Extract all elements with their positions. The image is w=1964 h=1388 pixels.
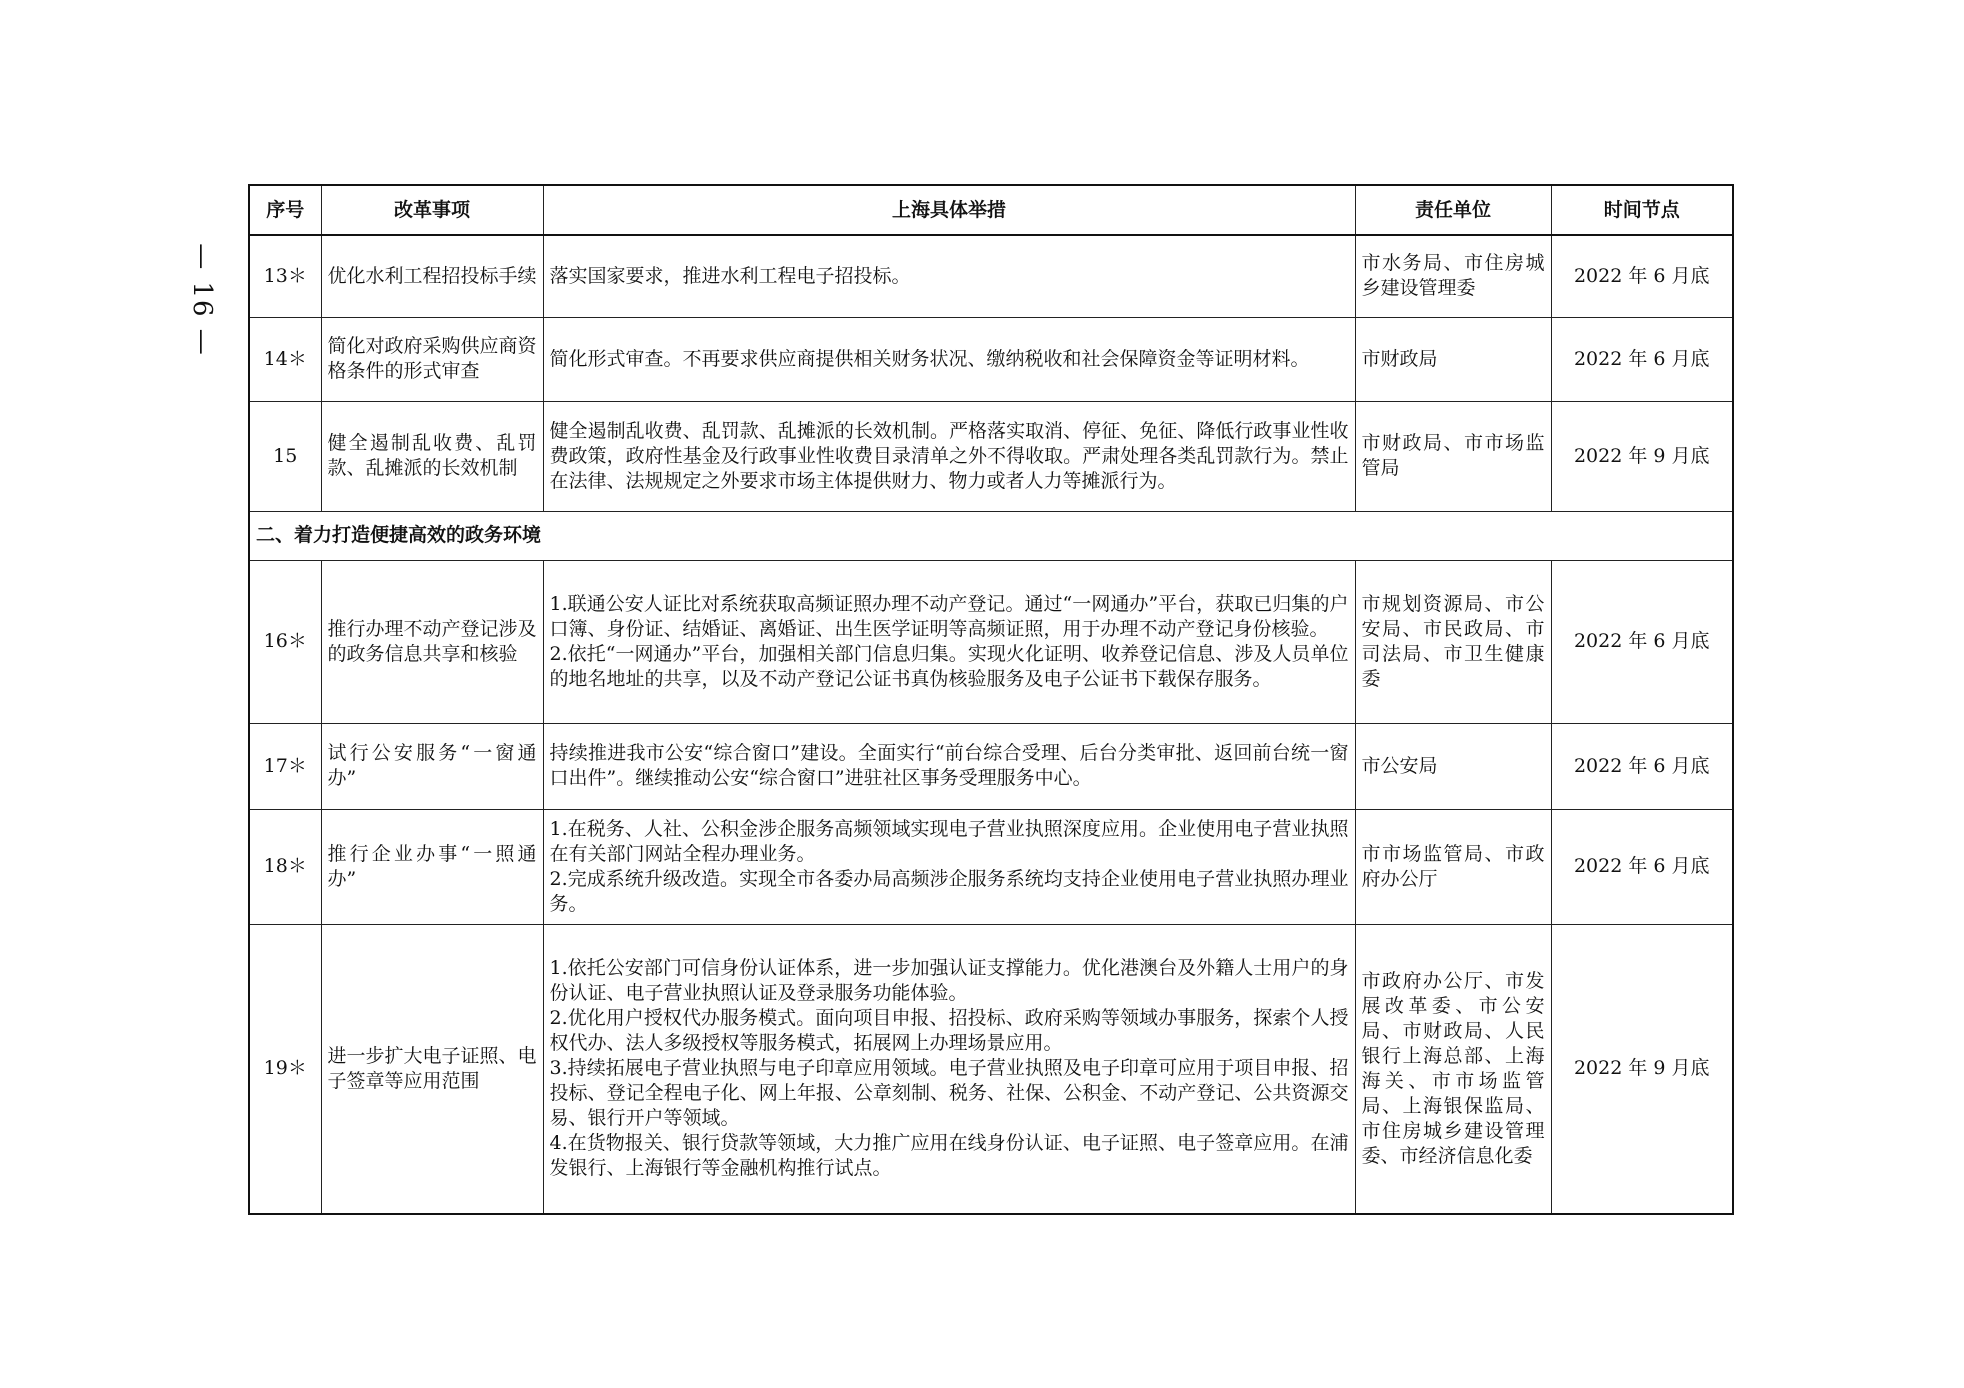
table-header-row [249,185,1733,235]
row-number: 18＊ [249,809,321,924]
deadline: 2022 年 9 月底 [1551,401,1733,511]
measures-cell [543,317,1355,401]
row-number: 15 [249,401,321,511]
deadline: 2022 年 6 月底 [1551,809,1733,924]
row-number: 13＊ [249,235,321,317]
table-row [249,809,1733,924]
responsible-unit: 市市场监管局、市政府办公厅 [1355,809,1551,924]
responsible-unit: 市水务局、市住房城乡建设管理委 [1355,235,1551,317]
table-body-b [249,560,1733,1214]
measure-paragraph: 2.优化用户授权代办服务模式。面向项目申报、招投标、政府采购等领域办事服务，探索个人授权代办、法人多级授权等服务模式，拓展网上办理场景应用。 [549,1007,1349,1055]
measures-cell [543,723,1355,809]
table-row [249,924,1733,1214]
page-number: — 16 — [187,243,217,357]
header-unit: 责任单位 [1355,185,1551,235]
section-row [249,511,1733,560]
row-number: 17＊ [249,723,321,809]
reform-item: 推行办理不动产登记涉及的政务信息共享和核验 [321,560,543,723]
table-row [249,723,1733,809]
responsible-unit: 市规划资源局、市公安局、市民政局、市司法局、市卫生健康委 [1355,560,1551,723]
reform-item: 优化水利工程招投标手续 [321,235,543,317]
section-title: 二、着力打造便捷高效的政务环境 [249,511,1733,560]
table-row [249,235,1733,317]
measure-paragraph: 2.完成系统升级改造。实现全市各委办局高频涉企服务系统均支持企业使用电子营业执照办理业务。 [549,867,1349,915]
measure-paragraph: 落实国家要求，推进水利工程电子招投标。 [549,264,911,287]
measure-paragraph: 1.依托公安部门可信身份认证体系，进一步加强认证支撑能力。优化港澳台及外籍人士用户的身份认证、电子营业执照认证及登录服务功能体验。 [549,957,1349,1005]
responsible-unit: 市财政局 [1355,317,1551,401]
measures-cell [543,560,1355,723]
header-item: 改革事项 [321,185,543,235]
measure-paragraph: 2.依托“一网通办”平台，加强相关部门信息归集。实现火化证明、收养登记信息、涉及人员单位的地名地址的共享，以及不动产登记公证书真伪核验服务及电子公证书下载保存服务。 [549,642,1349,690]
row-number: 19＊ [249,924,321,1214]
measure-paragraph: 持续推进我市公安“综合窗口”建设。全面实行“前台综合受理、后台分类审批、返回前台统一窗口出件”。继续推动公安“综合窗口”进驻社区事务受理服务中心。 [549,742,1349,789]
table-row [249,560,1733,723]
reform-table [248,184,1734,1215]
measures-cell [543,924,1355,1214]
reform-item: 进一步扩大电子证照、电子签章等应用范围 [321,924,543,1214]
measure-paragraph: 4.在货物报关、银行贷款等领域，大力推广应用在线身份认证、电子证照、电子签章应用。在浦发银行、上海银行等金融机构推行试点。 [549,1132,1349,1180]
measures-cell [543,401,1355,511]
measures-cell [543,235,1355,317]
row-number: 16＊ [249,560,321,723]
section-body [249,511,1733,560]
responsible-unit: 市政府办公厅、市发展改革委、市公安局、市财政局、人民银行上海总部、上海海关、市市场监管局、上海银保监局、市住房城乡建设管理委、市经济信息化委 [1355,924,1551,1214]
measure-paragraph: 1.联通公安人证比对系统获取高频证照办理不动产登记。通过“一网通办”平台，获取已归集的户口簿、身份证、结婚证、离婚证、出生医学证明等高频证照，用于办理不动产登记身份核验。 [549,592,1349,640]
reform-item: 试行公安服务“一窗通办” [321,723,543,809]
responsible-unit: 市公安局 [1355,723,1551,809]
deadline: 2022 年 6 月底 [1551,235,1733,317]
responsible-unit: 市财政局、市市场监管局 [1355,401,1551,511]
header-no: 序号 [249,185,321,235]
reform-item: 推行企业办事“一照通办” [321,809,543,924]
reform-item: 简化对政府采购供应商资格条件的形式审查 [321,317,543,401]
table-row [249,401,1733,511]
deadline: 2022 年 6 月底 [1551,560,1733,723]
reform-item: 健全遏制乱收费、乱罚款、乱摊派的长效机制 [321,401,543,511]
row-number: 14＊ [249,317,321,401]
table-body-a [249,235,1733,511]
deadline: 2022 年 6 月底 [1551,723,1733,809]
header-time: 时间节点 [1551,185,1733,235]
measure-paragraph: 健全遏制乱收费、乱罚款、乱摊派的长效机制。严格落实取消、停征、免征、降低行政事业性收费政策，政府性基金及行政事业性收费目录清单之外不得收取。严肃处理各类乱罚款行为。禁止在法律、法规规定之外要求市场主体提供财力、物力或者人力等摊派行为。 [549,419,1349,492]
header-measures: 上海具体举措 [543,185,1355,235]
measure-paragraph: 3.持续拓展电子营业执照与电子印章应用领域。电子营业执照及电子印章可应用于项目申报、招投标、登记全程电子化、网上年报、公章刻制、税务、社保、公积金、不动产登记、公共资源交易、银行开户等领域。 [549,1057,1349,1130]
table-row [249,317,1733,401]
measures-cell [543,809,1355,924]
deadline: 2022 年 9 月底 [1551,924,1733,1214]
measure-paragraph: 1.在税务、人社、公积金涉企服务高频领域实现电子营业执照深度应用。企业使用电子营业执照在有关部门网站全程办理业务。 [549,817,1349,865]
measure-paragraph: 简化形式审查。不再要求供应商提供相关财务状况、缴纳税收和社会保障资金等证明材料。 [549,347,1310,370]
deadline: 2022 年 6 月底 [1551,317,1733,401]
